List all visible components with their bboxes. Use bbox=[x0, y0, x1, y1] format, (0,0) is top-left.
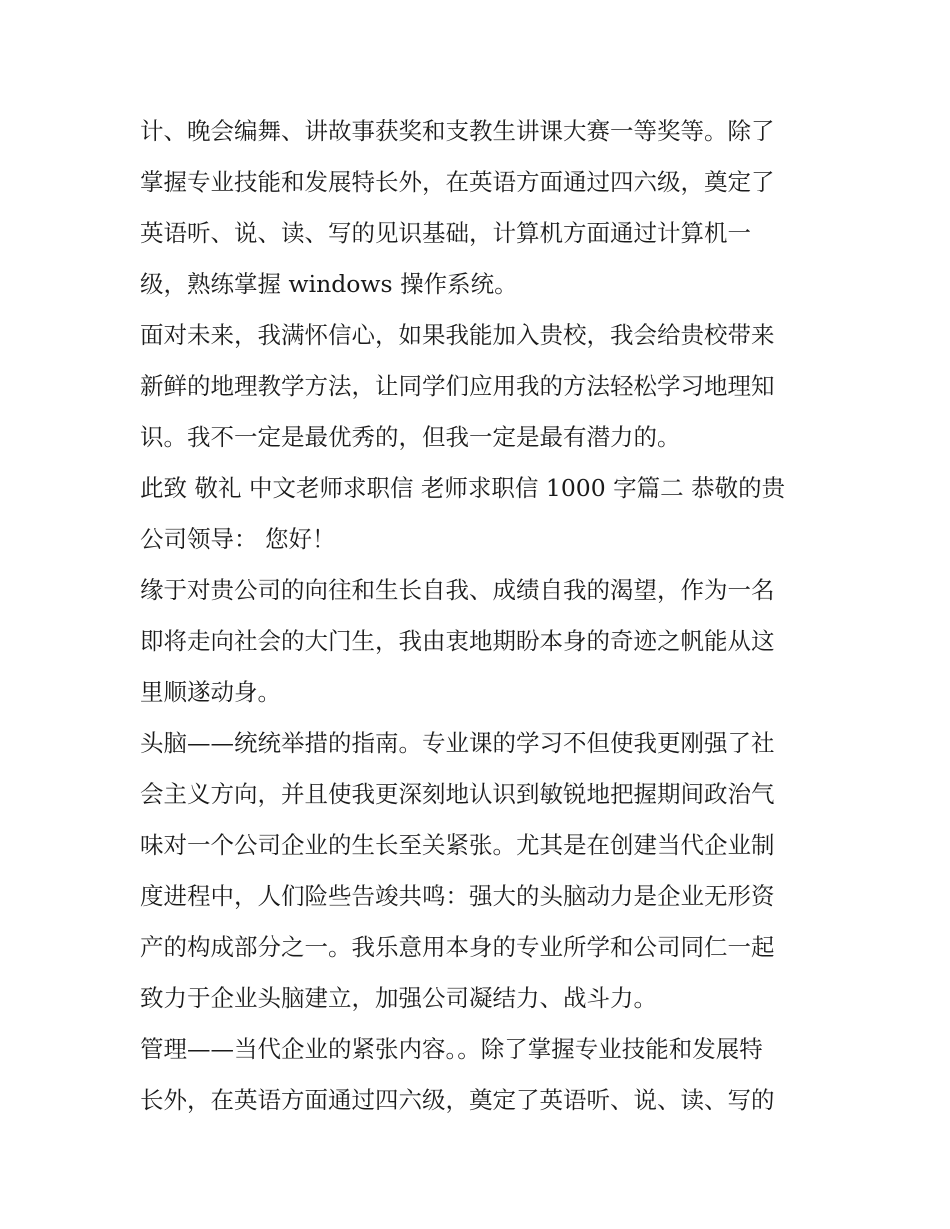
text-line: 计、晚会编舞、讲故事获奖和支教生讲课大赛一等奖等。除了 bbox=[140, 117, 775, 145]
text-line: 度进程中，人们险些告竣共鸣：强大的头脑动力是企业无形资 bbox=[140, 882, 775, 910]
text-line: 识。我不一定是最优秀的，但我一定是最有潜力的。 bbox=[140, 423, 681, 451]
text-line: 产的构成部分之一。我乐意用本身的专业所学和公司同仁一起 bbox=[140, 933, 775, 961]
text-line: 里顺遂动身。 bbox=[140, 678, 281, 706]
text-line: 管理——当代企业的紧张内容。。除了掌握专业技能和发展特 bbox=[140, 1035, 763, 1063]
text-line: 级，熟练掌握 windows 操作系统。 bbox=[140, 270, 518, 298]
text-line: 会主义方向，并且使我更深刻地认识到敏锐地把握期间政治气 bbox=[140, 780, 775, 808]
text-line: 即将走向社会的大门生，我由衷地期盼本身的奇迹之帆能从这 bbox=[140, 627, 775, 655]
body-text bbox=[140, 106, 820, 1126]
text-line: 缘于对贵公司的向往和生长自我、成绩自我的渴望，作为一名 bbox=[140, 576, 775, 604]
text-line: 掌握专业技能和发展特长外，在英语方面通过四六级，奠定了 bbox=[140, 168, 775, 196]
text-line: 味对一个公司企业的生长至关紧张。尤其是在创建当代企业制 bbox=[140, 831, 775, 859]
text-line: 面对未来，我满怀信心，如果我能加入贵校，我会给贵校带来 bbox=[140, 321, 775, 349]
text-line: 新鲜的地理教学方法，让同学们应用我的方法轻松学习地理知 bbox=[140, 372, 775, 400]
text-line: 此致 敬礼 中文老师求职信 老师求职信 1000 字篇二 恭敬的贵 bbox=[140, 474, 786, 502]
text-line: 英语听、说、读、写的见识基础，计算机方面通过计算机一 bbox=[140, 219, 751, 247]
text-line: 致力于企业头脑建立，加强公司凝结力、战斗力。 bbox=[140, 984, 657, 1012]
text-line: 头脑——统统举措的指南。专业课的学习不但使我更刚强了社 bbox=[140, 729, 775, 757]
text-line: 长外，在英语方面通过四六级，奠定了英语听、说、读、写的 bbox=[140, 1086, 775, 1114]
text-line: 公司领导： 您好！ bbox=[140, 525, 336, 553]
